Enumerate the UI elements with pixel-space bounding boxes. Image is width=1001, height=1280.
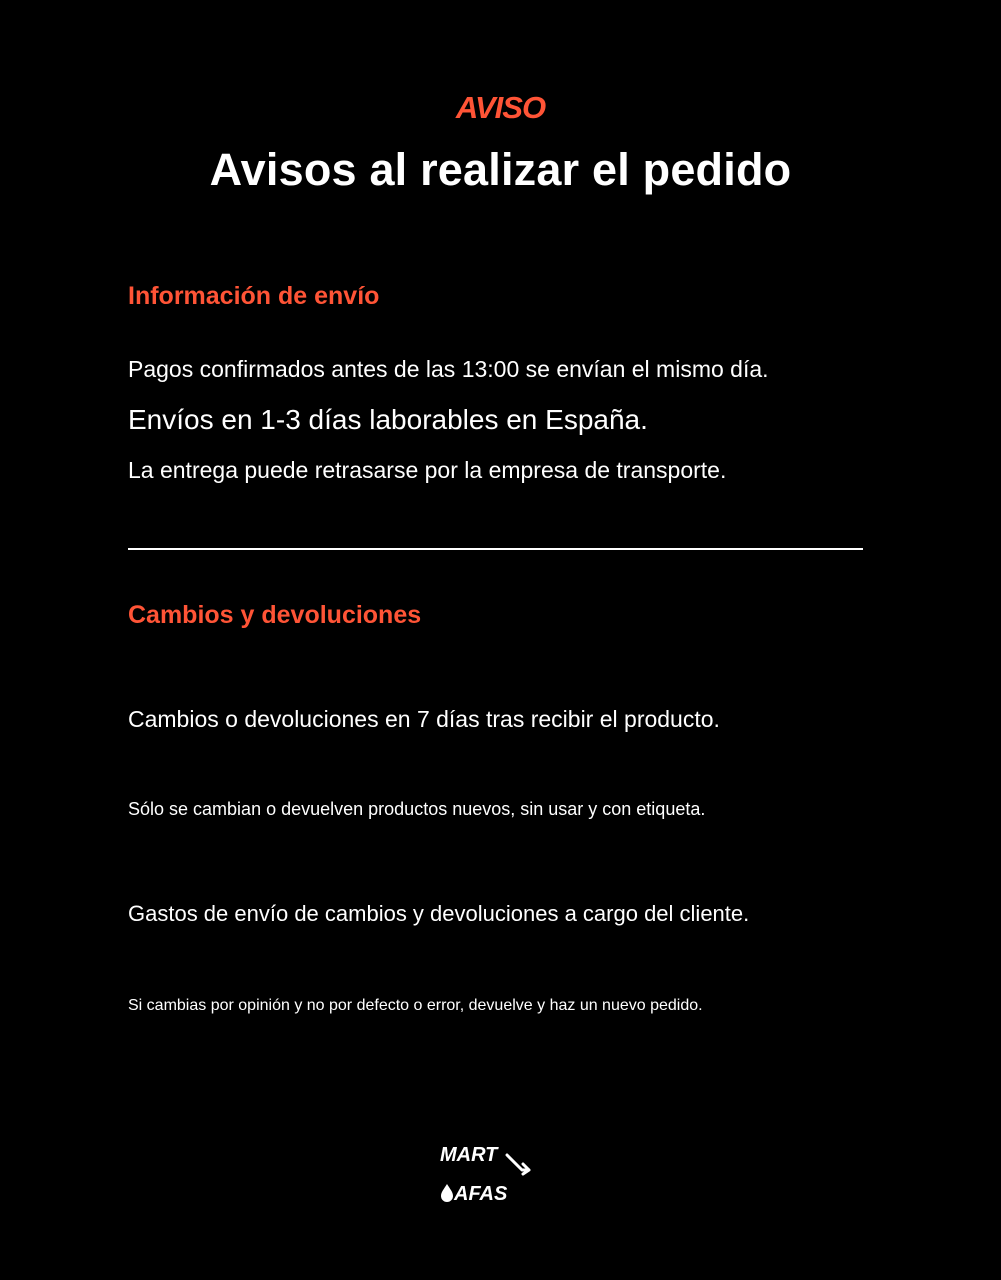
returns-heading: Cambios y devoluciones [128,601,422,629]
logo-word-bottom: AFAS [454,1183,508,1205]
eyebrow-label: AVISO [455,90,546,125]
section-divider [128,548,863,550]
logo-arrow-icon [504,1152,534,1178]
shipping-line-same-day: Pagos confirmados antes de las 13:00 se envían el mismo día. [128,356,769,382]
shipping-line-delivery-time: Envíos en 1-3 días laborables en España. [128,404,648,435]
returns-line-reorder: Si cambias por opinión y no por defecto o error, devuelve y haz un nuevo pedido. [128,997,703,1014]
page-title: Avisos al realizar el pedido [209,144,792,195]
logo-word-top: MART [440,1144,498,1166]
returns-line-shipping-cost: Gastos de envío de cambios y devoluciones a cargo del cliente. [128,901,750,926]
returns-line-condition: Sólo se cambian o devuelven productos nuevos, sin usar y con etiqueta. [128,799,706,819]
shipping-heading: Información de envío [128,282,380,310]
shipping-line-delay: La entrega puede retrasarse por la empresa de transporte. [128,457,727,483]
returns-line-window: Cambios o devoluciones en 7 días tras recibir el producto. [128,706,720,732]
brand-logo [438,1140,538,1210]
